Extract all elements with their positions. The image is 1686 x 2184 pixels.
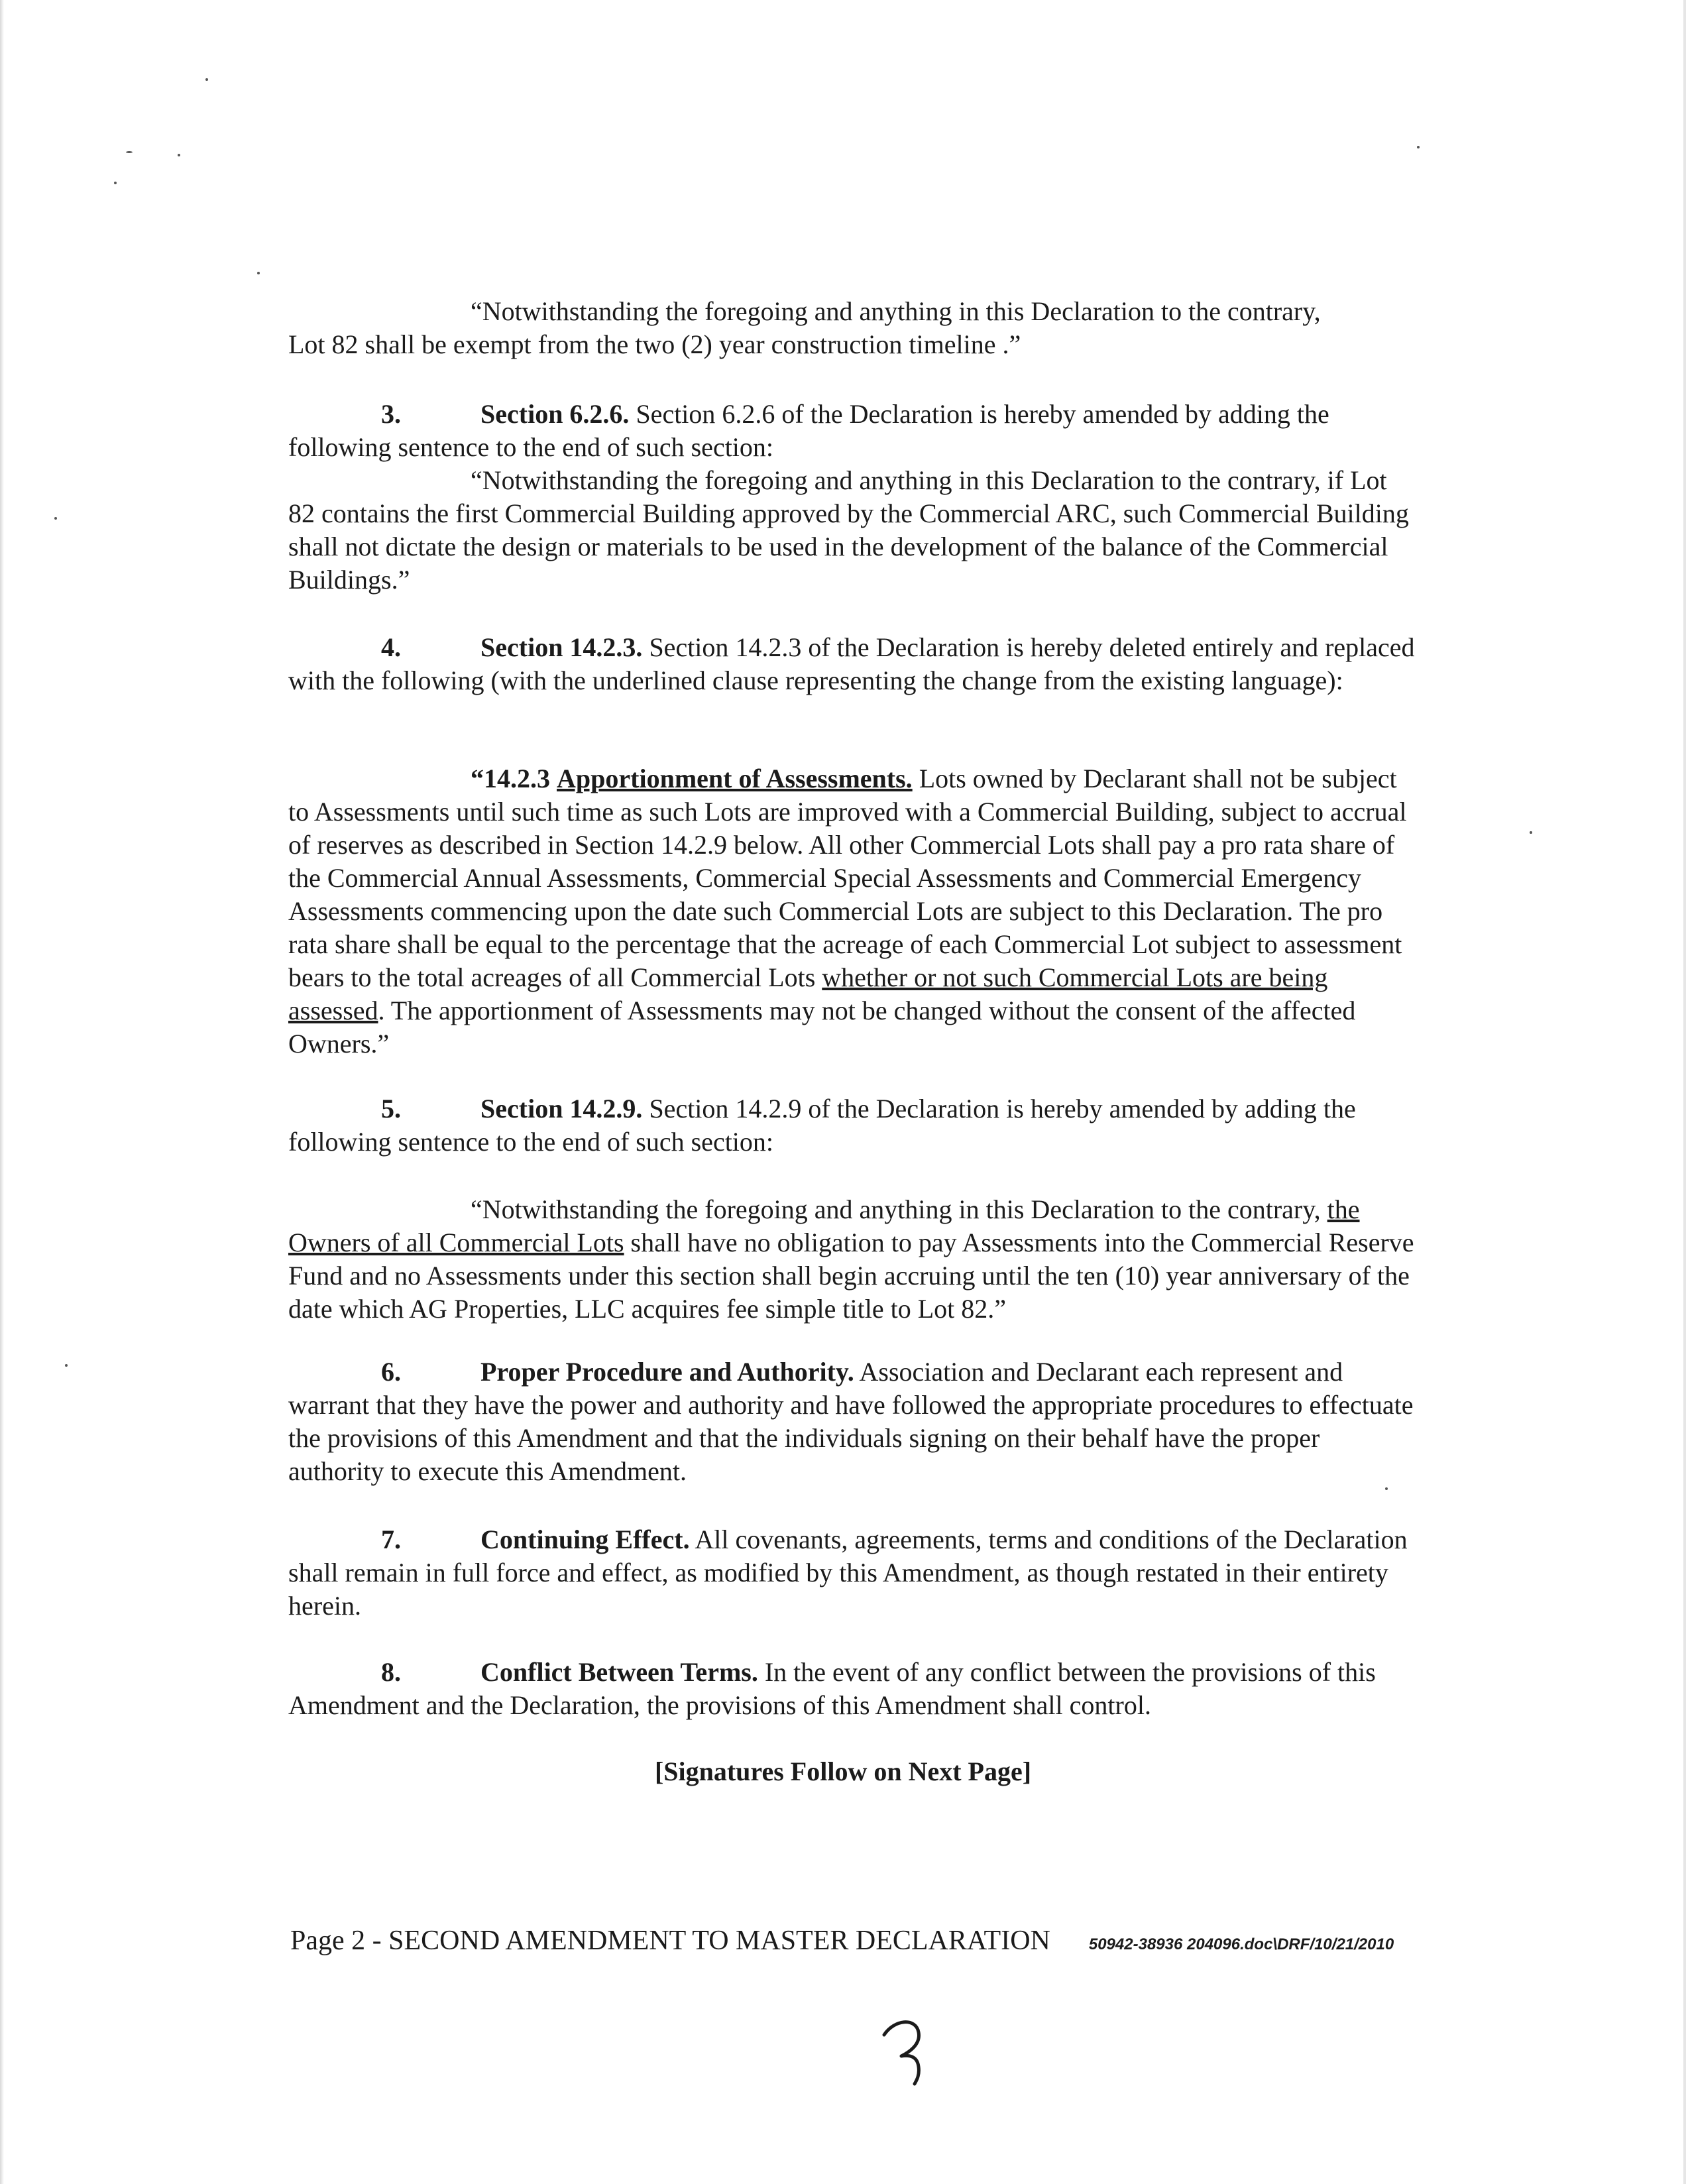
scan-speck — [126, 151, 133, 153]
section-text: Section 14.2.3 of the Declaration is hereby deleted entirely and replaced with the following (with the underlined clause representing the change from the existing language): — [288, 632, 1415, 695]
section-text: All covenants, agreements, terms and conditions of the Declaration shall remain in full force and effect, as modified by this Amendment, as though restated in their entirety herein. — [288, 1524, 1408, 1621]
section-number: 3. — [381, 399, 401, 429]
section-8 — [288, 1656, 1418, 1722]
footer-page-label: Page 2 - SECOND AMENDMENT TO MASTER DECLARATION — [290, 1925, 1050, 1956]
section-heading: Conflict Between Terms. — [480, 1657, 758, 1687]
quote-line: “Notwithstanding the foregoing and anything in this Declaration to the contrary, — [471, 296, 1321, 326]
section-14-2-3-quote — [288, 762, 1418, 1061]
signatures-note: [Signatures Follow on Next Page] — [654, 1756, 1032, 1786]
section-quote: “Notwithstanding the foregoing and anything in this Declaration to the contrary, if Lot 82 contains the first Commercial Building approved by the Commercial ARC, such Commercial Building shall not dictate the design or materials to be used in the development of the balance of the Commercial Buildings.” — [288, 465, 1409, 595]
section-number: 5. — [381, 1094, 401, 1123]
scan-speck — [205, 78, 208, 81]
section-14-2-9-quote — [288, 1193, 1418, 1326]
section-6 — [288, 1355, 1418, 1488]
section-5 — [288, 1092, 1418, 1159]
section-heading: Section 14.2.3. — [480, 632, 643, 662]
scan-speck — [54, 517, 57, 520]
section-text: Section 14.2.9 of the Declaration is hereby amended by adding the following sentence to the end of such section: — [288, 1094, 1356, 1157]
scan-speck — [1417, 146, 1420, 148]
section-3 — [288, 398, 1418, 597]
section-text: In the event of any conflict between the provisions of this Amendment and the Declaration, the provisions of this Amendment shall control. — [288, 1657, 1376, 1720]
scan-speck — [114, 182, 117, 184]
section-heading: Proper Procedure and Authority. — [480, 1357, 854, 1387]
section-number: 7. — [381, 1524, 401, 1554]
section-4 — [288, 631, 1418, 697]
quote-text: . The apportionment of Assessments may not be changed without the consent of the affected Owners.” — [288, 996, 1356, 1059]
quote-number: “14.2.3 — [471, 764, 550, 793]
section-7 — [288, 1523, 1418, 1623]
quote-text: shall have no obligation to pay Assessments into the Commercial Reserve Fund and no Assessments under this section shall begin accruing until the ten (10) year anniversary of the date which AG Properties, LLC acquires fee simple title to Lot 82.” — [288, 1228, 1414, 1324]
section-heading: Continuing Effect. — [480, 1524, 690, 1554]
section-number: 6. — [381, 1357, 401, 1387]
scan-speck — [65, 1364, 68, 1367]
quote-line: Lot 82 shall be exempt from the two (2) year construction timeline .” — [288, 329, 1021, 359]
handwritten-mark-icon — [875, 2015, 954, 2088]
scan-speck — [257, 272, 260, 274]
scan-edge — [0, 0, 4, 2184]
scan-speck — [1530, 831, 1532, 834]
section-heading: Section 14.2.9. — [480, 1094, 643, 1123]
quote-lot-82 — [288, 295, 1418, 361]
section-number: 4. — [381, 632, 401, 662]
section-text: Section 6.2.6 of the Declaration is hereby amended by adding the following sentence to the end of such section: — [288, 399, 1329, 462]
underlined-clause: whether or not such Commercial Lots are being assessed — [288, 962, 1328, 1025]
quote-text: Lots owned by Declarant shall not be subject to Assessments until such time as such Lots are improved with a Commercial Building, subject to accrual of reserves as described in Section 14.2.9 below. All other Commercial Lots shall pay a pro rata share of the Commercial Annual Assessments, Commercial Special Assessments and Commercial Emergency Assessments commencing upon the date such Commercial Lots are subject to this Declaration. The pro rata share shall be equal to the percentage that the acreage of each Commercial Lot subject to assessment bears to the total acreages of all Commercial Lots — [288, 764, 1407, 992]
footer-doc-code: 50942-38936 204096.doc\DRF/10/21/2010 — [1088, 1935, 1394, 1953]
section-number: 8. — [381, 1657, 401, 1687]
quote-heading: Apportionment of Assessments. — [557, 764, 913, 793]
quote-text: “Notwithstanding the foregoing and anything in this Declaration to the contrary, — [471, 1194, 1321, 1224]
scan-edge — [1683, 0, 1686, 2184]
underlined-clause: the Owners of all Commercial Lots — [288, 1194, 1360, 1257]
scan-speck — [178, 154, 180, 156]
section-text: Association and Declarant each represent and warrant that they have the power and authority and have followed the appropriate procedures to effectuate the provisions of this Amendment and that the individuals signing on their behalf have the proper authority to execute this Amendment. — [288, 1357, 1414, 1486]
section-heading: Section 6.2.6. — [480, 399, 630, 429]
page-footer — [290, 1924, 1450, 1961]
